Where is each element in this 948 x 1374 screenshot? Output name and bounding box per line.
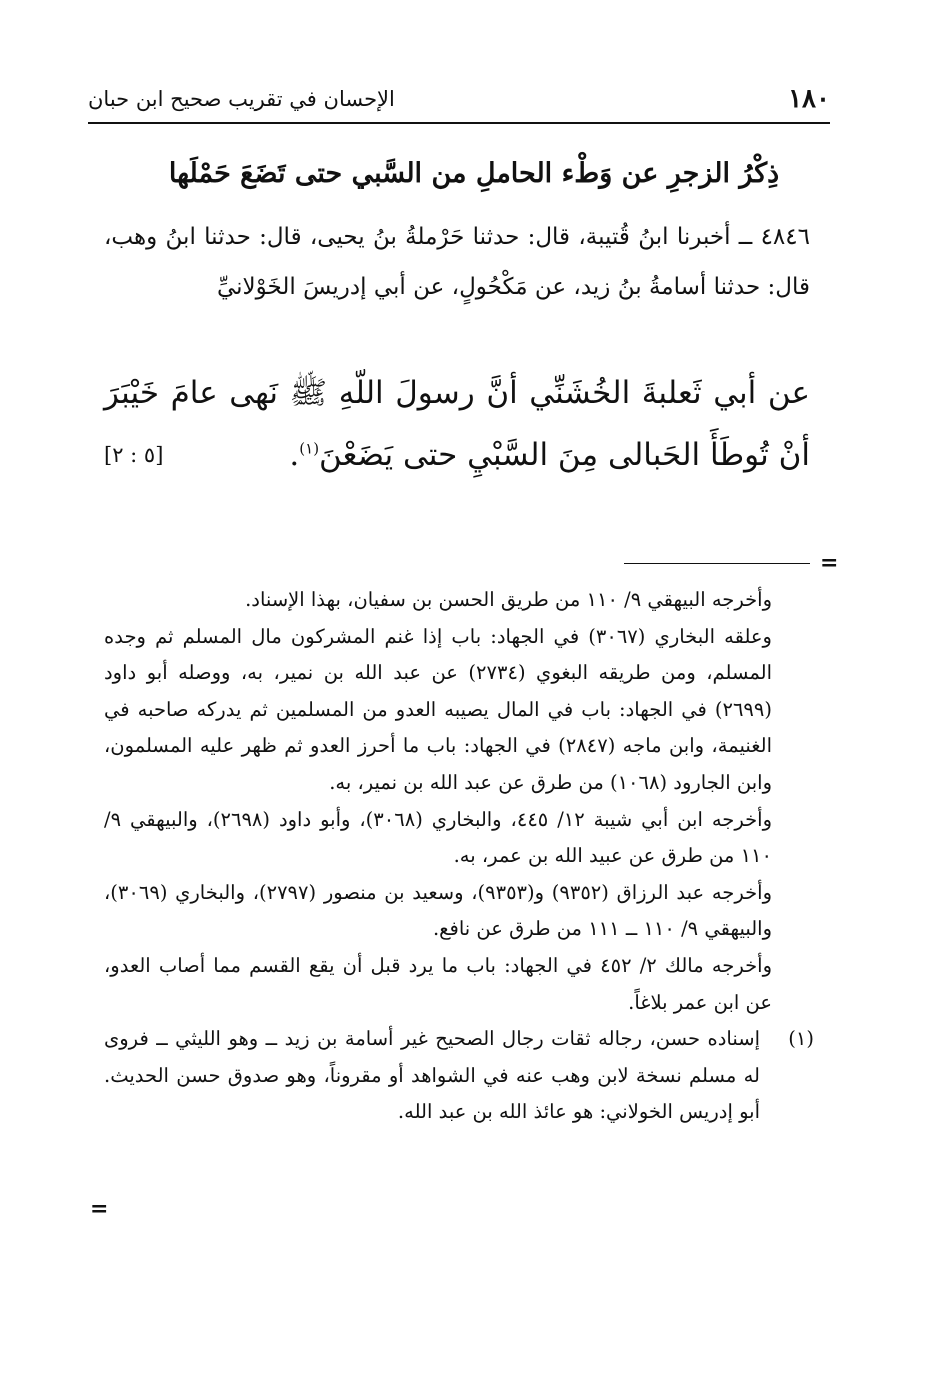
chapter-heading: ذِكْرُ الزجرِ عن وَطْء الحاملِ من السَّبي حتى تَضَعَ حَمْلَها bbox=[168, 158, 780, 189]
hadith-matn: عن أبي ثَعلبةَ الخُشَنِّي أنَّ رسولَ اللّهِ ﷺ نَهى عامَ خَيْبَرَ أنْ تُوطَأَ الحَبالى مِنَ السَّبْيِ حتى يَضَعْنَ bbox=[104, 375, 810, 473]
footnote-paragraph: وأخرجه مالك ٢/ ٤٥٢ في الجهاد: باب ما يرد قبل أن يقع القسم مما أصاب العدو، عن ابن عمر بلاغاً. bbox=[104, 953, 772, 1014]
book-title: الإحسان في تقريب صحيح ابن حبان bbox=[88, 87, 395, 111]
end-mark: . bbox=[289, 437, 300, 473]
footnote-divider bbox=[624, 563, 810, 564]
continuation-mark-top: = bbox=[820, 550, 839, 576]
continuation-mark-bottom: = bbox=[90, 1196, 109, 1222]
footnote-paragraph: وأخرجه البيهقي ٩/ ١١٠ من طريق الحسن بن سفيان، بهذا الإسناد. bbox=[245, 588, 772, 611]
footnote-paragraph: وعلقه البخاري (٣٠٦٧) في الجهاد: باب إذا غنم المشركون مال المسلم ثم وجده المسلم، ومن طريقه البغوي (٢٧٣٤) عن عبد الله بن نمير، به، ووصله أبو داود (٢٦٩٩) في الجهاد: باب في المال يصيبه العدو من المسلمين ثم يدركه صاحبه في الغنيمة، وابن ماجه (٢٨٤٧) في الجهاد: باب ما أحرز العدو ثم ظهر عليه المسلمون، وابن الجارود (١٠٦٨) من طرق عن عبد الله بن نمير، به. bbox=[104, 624, 772, 794]
footnote-marker: (١) bbox=[299, 439, 320, 458]
running-header bbox=[88, 82, 830, 124]
hadith-text bbox=[104, 362, 810, 486]
hadith-chain: ٤٨٤٦ ــ أخبرنا ابنُ قُتيبة، قال: حدثنا حَرْملةُ بنُ يحيى، قال: حدثنا ابنُ وهب، قال: حدثنا أسامةُ بنُ زيد، عن مَكْحُولٍ، عن أبي إدريسَ الخَوْلانيِّ bbox=[104, 224, 810, 300]
footnote-1 bbox=[104, 1021, 814, 1131]
footnotes bbox=[104, 582, 814, 1131]
footnote-paragraph: وأخرجه عبد الرزاق (٩٣٥٢) و(٩٣٥٣)، وسعيد بن منصور (٢٧٩٧)، والبخاري (٣٠٦٩)، والبيهقي ٩/ ١١٠ ــ ١١١ من طرق عن نافع. bbox=[104, 880, 772, 941]
page-number: ١٨٠ bbox=[788, 84, 830, 114]
footnote-1-marker: (١) bbox=[788, 1027, 814, 1051]
footnote-1-text: إسناده حسن، رجاله ثقات رجال الصحيح غير أسامة بن زيد ــ وهو الليثي ــ فروى له مسلم نسخة لابن وهب عنه في الشواهد أو مقروناً، وهو صدوق حسن الحديث. أبو إدريس الخولاني: هو عائذ الله بن عبد الله. bbox=[104, 1027, 760, 1124]
footnote-paragraph: وأخرجه ابن أبي شيبة ١٢/ ٤٤٥، والبخاري (٣٠٦٨)، وأبو داود (٢٦٩٨)، والبيهقي ٩/ ١١٠ من طرق عن عبيد الله بن عمر، به. bbox=[104, 807, 772, 868]
hadith-reference: [٥ : ٢] bbox=[104, 443, 164, 467]
